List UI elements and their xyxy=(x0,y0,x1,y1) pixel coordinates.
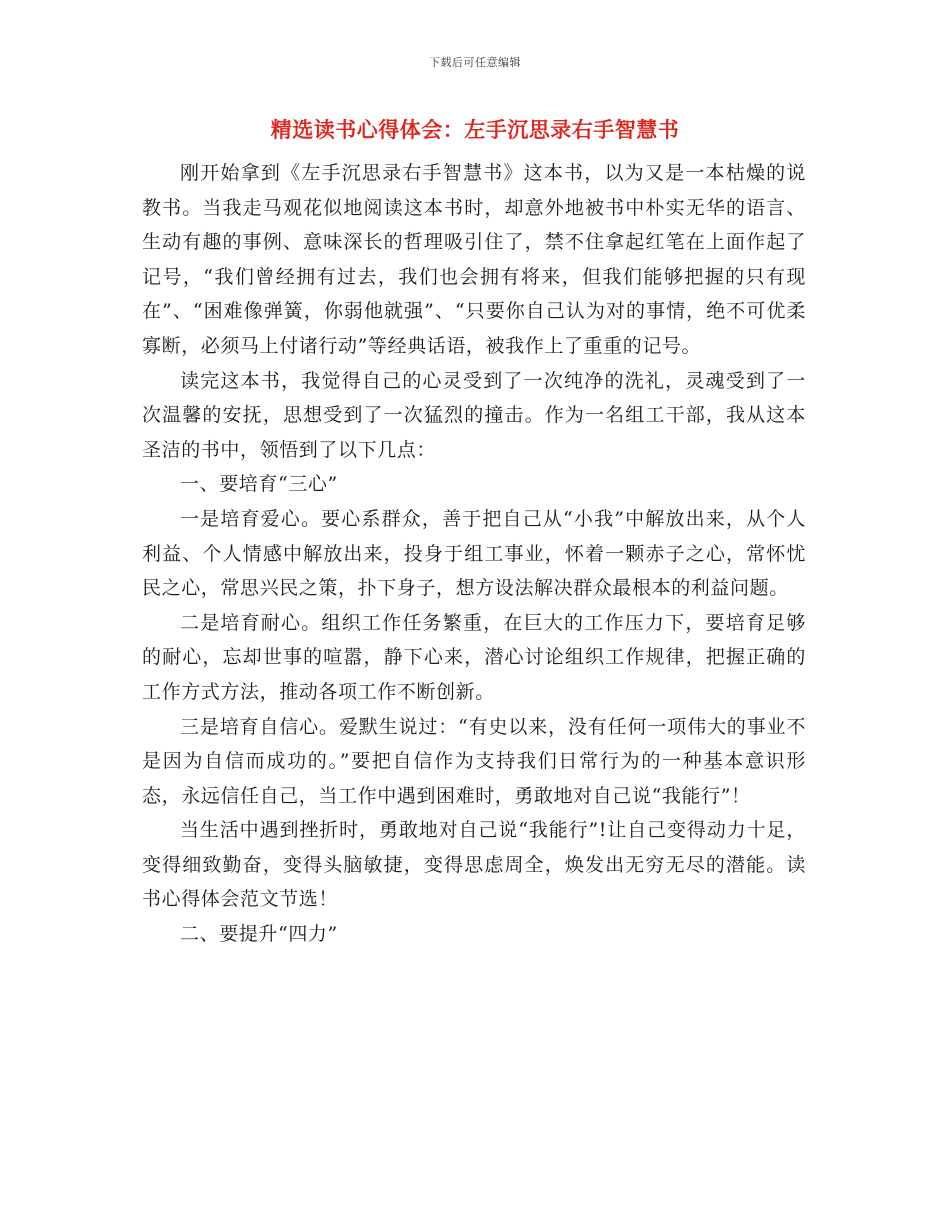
document-title: 精选读书心得体会：左手沉思录右手智慧书 xyxy=(270,117,680,142)
paragraph-confidence: 三是培育自信心。爱默生说过：“有史以来，没有任何一项伟大的事业不是因为自信而成功的。”要把自信作为支持我们日常行为的一种基本意识形态，永远信任自己，当工作中遇到困难时，勇敢地对自己说“我能行”！ xyxy=(142,715,806,807)
paragraph-setbacks: 当生活中遇到挫折时，勇敢地对自己说“我能行”!让自己变得动力十足，变得细致勤奋，变得头脑敏捷，变得思虑周全，焕发出无穷无尽的潜能。读书心得体会范文节选！ xyxy=(142,819,806,911)
paragraph-love: 一是培育爱心。要心系群众，善于把自己从“小我”中解放出来，从个人利益、个人情感中解放出来，投身于组工事业，怀着一颗赤子之心，常怀忧民之心，常思兴民之策，扑下身子，想方设法解决群众最根本的利益问题。 xyxy=(142,507,806,600)
paragraph-patience: 二是培育耐心。组织工作任务繁重，在巨大的工作压力下，要培育足够的耐心，忘却世事的喧嚣，静下心来，潜心讨论组织工作规律，把握正确的工作方式方法，推动各项工作不断创新。 xyxy=(142,611,806,703)
paragraph-intro: 刚开始拿到《左手沉思录右手智慧书》这本书，以为又是一本枯燥的说教书。当我走马观花似地阅读这本书时，却意外地被书中朴实无华的语言、生动有趣的事例、意味深长的哲理吸引住了，禁不住拿起红笔在上面作起了记号，“我们曾经拥有过去，我们也会拥有将来，但我们能够把握的只有现在”、“困难像弹簧，你弱他就强”、“只要你自己认为对的事情，绝不可优柔寡断，必须马上付诸行动”等经典话语，被我作上了重重的记号。 xyxy=(142,162,806,357)
document-body xyxy=(142,156,806,952)
header-note: 下载后可任意编辑 xyxy=(429,56,521,69)
paragraph-reflection: 读完这本书，我觉得自己的心灵受到了一次纯净的洗礼，灵魂受到了一次温馨的安抚，思想受到了一次猛烈的撞击。作为一名组工干部，我从这本圣洁的书中，领悟到了以下几点： xyxy=(142,369,806,461)
section-heading-four-abilities: 二、要提升“四力” xyxy=(180,923,338,946)
section-heading-three-hearts: 一、要培育“三心” xyxy=(180,473,338,496)
